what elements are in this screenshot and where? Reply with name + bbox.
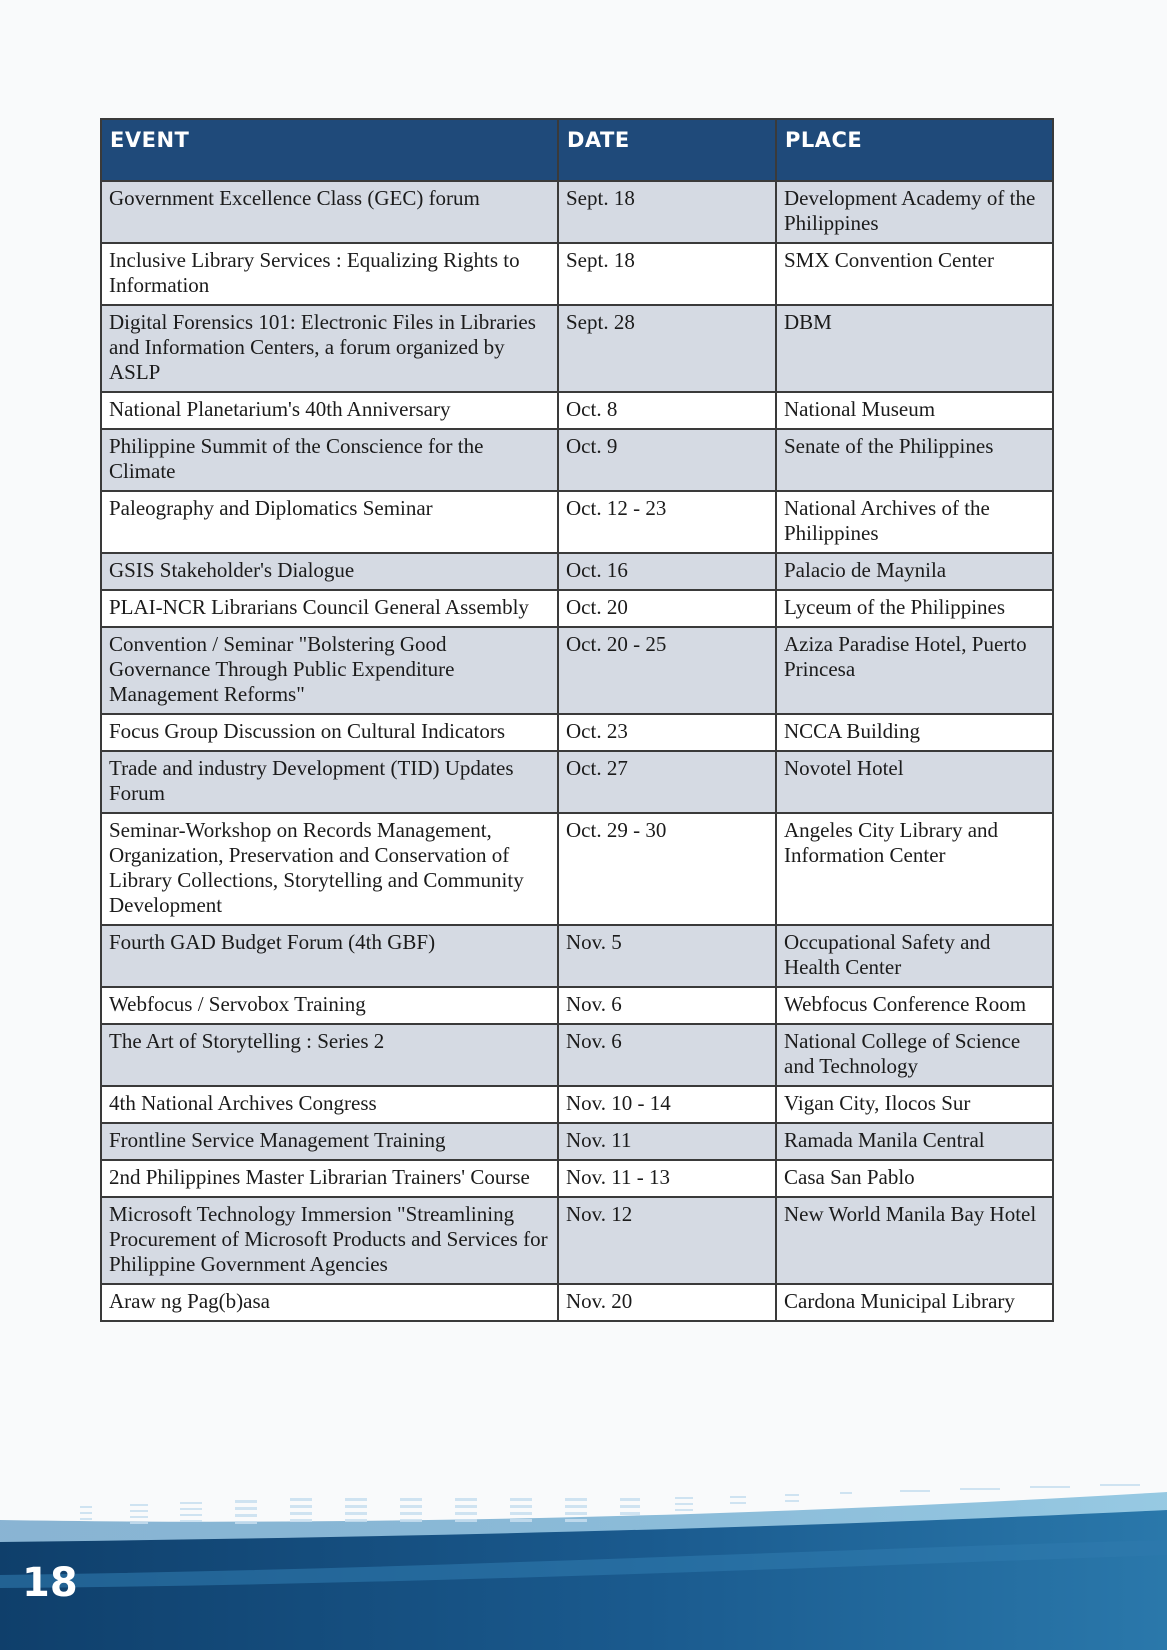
place-cell: Palacio de Maynila: [776, 553, 1053, 590]
event-cell: 4th National Archives Congress: [101, 1086, 558, 1123]
place-cell: National College of Science and Technology: [776, 1024, 1053, 1086]
date-cell: Sept. 18: [558, 243, 776, 305]
event-cell: Paleography and Diplomatics Seminar: [101, 491, 558, 553]
footer-wave-decoration: [0, 1480, 1167, 1650]
table-row: [101, 813, 1053, 925]
place-cell: Senate of the Philippines: [776, 429, 1053, 491]
date-cell: Oct. 9: [558, 429, 776, 491]
table-row: [101, 1160, 1053, 1197]
column-header-date: DATE: [558, 119, 776, 181]
event-cell: Webfocus / Servobox Training: [101, 987, 558, 1024]
date-cell: Oct. 23: [558, 714, 776, 751]
place-cell: Webfocus Conference Room: [776, 987, 1053, 1024]
place-cell: Cardona Municipal Library: [776, 1284, 1053, 1321]
place-cell: Lyceum of the Philippines: [776, 590, 1053, 627]
date-cell: Nov. 6: [558, 987, 776, 1024]
table-row: [101, 429, 1053, 491]
table-row: [101, 1024, 1053, 1086]
event-cell: GSIS Stakeholder's Dialogue: [101, 553, 558, 590]
table-row: [101, 1086, 1053, 1123]
date-cell: Nov. 11: [558, 1123, 776, 1160]
place-cell: NCCA Building: [776, 714, 1053, 751]
place-cell: New World Manila Bay Hotel: [776, 1197, 1053, 1284]
event-cell: Fourth GAD Budget Forum (4th GBF): [101, 925, 558, 987]
date-cell: Oct. 20 - 25: [558, 627, 776, 714]
table-row: [101, 987, 1053, 1024]
table-row: [101, 925, 1053, 987]
place-cell: Development Academy of the Philippines: [776, 181, 1053, 243]
date-cell: Nov. 5: [558, 925, 776, 987]
event-cell: Araw ng Pag(b)asa: [101, 1284, 558, 1321]
table-row: [101, 181, 1053, 243]
event-cell: Convention / Seminar "Bolstering Good Governance Through Public Expenditure Management Reforms": [101, 627, 558, 714]
place-cell: Angeles City Library and Information Center: [776, 813, 1053, 925]
event-cell: Frontline Service Management Training: [101, 1123, 558, 1160]
date-cell: Sept. 18: [558, 181, 776, 243]
event-cell: Government Excellence Class (GEC) forum: [101, 181, 558, 243]
column-header-event: EVENT: [101, 119, 558, 181]
date-cell: Oct. 27: [558, 751, 776, 813]
table-row: [101, 305, 1053, 392]
table-row: [101, 553, 1053, 590]
event-cell: Microsoft Technology Immersion "Streamlining Procurement of Microsoft Products and Services for Philippine Government Agencies: [101, 1197, 558, 1284]
place-cell: National Museum: [776, 392, 1053, 429]
events-table: [100, 118, 1054, 1322]
page-number: 18: [22, 1560, 78, 1606]
date-cell: Oct. 8: [558, 392, 776, 429]
date-cell: Nov. 12: [558, 1197, 776, 1284]
table-row: [101, 243, 1053, 305]
column-header-place: PLACE: [776, 119, 1053, 181]
place-cell: Ramada Manila Central: [776, 1123, 1053, 1160]
date-cell: Nov. 20: [558, 1284, 776, 1321]
place-cell: National Archives of the Philippines: [776, 491, 1053, 553]
place-cell: Aziza Paradise Hotel, Puerto Princesa: [776, 627, 1053, 714]
event-cell: Seminar-Workshop on Records Management, Organization, Preservation and Conservation of Library Collections, Storytelling and Community Development: [101, 813, 558, 925]
date-cell: Nov. 6: [558, 1024, 776, 1086]
event-cell: Trade and industry Development (TID) Updates Forum: [101, 751, 558, 813]
event-cell: Digital Forensics 101: Electronic Files in Libraries and Information Centers, a forum organized by ASLP: [101, 305, 558, 392]
events-table-container: [100, 118, 1052, 1322]
table-row: [101, 392, 1053, 429]
place-cell: SMX Convention Center: [776, 243, 1053, 305]
date-cell: Sept. 28: [558, 305, 776, 392]
table-row: [101, 627, 1053, 714]
place-cell: Novotel Hotel: [776, 751, 1053, 813]
date-cell: Oct. 16: [558, 553, 776, 590]
date-cell: Nov. 10 - 14: [558, 1086, 776, 1123]
date-cell: Oct. 29 - 30: [558, 813, 776, 925]
table-row: [101, 1123, 1053, 1160]
table-row: [101, 751, 1053, 813]
table-body: [101, 181, 1053, 1321]
place-cell: DBM: [776, 305, 1053, 392]
place-cell: Casa San Pablo: [776, 1160, 1053, 1197]
date-cell: Oct. 20: [558, 590, 776, 627]
event-cell: Inclusive Library Services : Equalizing Rights to Information: [101, 243, 558, 305]
event-cell: The Art of Storytelling : Series 2: [101, 1024, 558, 1086]
event-cell: National Planetarium's 40th Anniversary: [101, 392, 558, 429]
place-cell: Vigan City, Ilocos Sur: [776, 1086, 1053, 1123]
table-row: [101, 590, 1053, 627]
table-row: [101, 1197, 1053, 1284]
table-row: [101, 491, 1053, 553]
event-cell: PLAI-NCR Librarians Council General Assembly: [101, 590, 558, 627]
event-cell: Philippine Summit of the Conscience for the Climate: [101, 429, 558, 491]
date-cell: Oct. 12 - 23: [558, 491, 776, 553]
event-cell: Focus Group Discussion on Cultural Indicators: [101, 714, 558, 751]
date-cell: Nov. 11 - 13: [558, 1160, 776, 1197]
table-row: [101, 714, 1053, 751]
table-row: [101, 1284, 1053, 1321]
event-cell: 2nd Philippines Master Librarian Trainers' Course: [101, 1160, 558, 1197]
table-header-row: [101, 119, 1053, 181]
place-cell: Occupational Safety and Health Center: [776, 925, 1053, 987]
